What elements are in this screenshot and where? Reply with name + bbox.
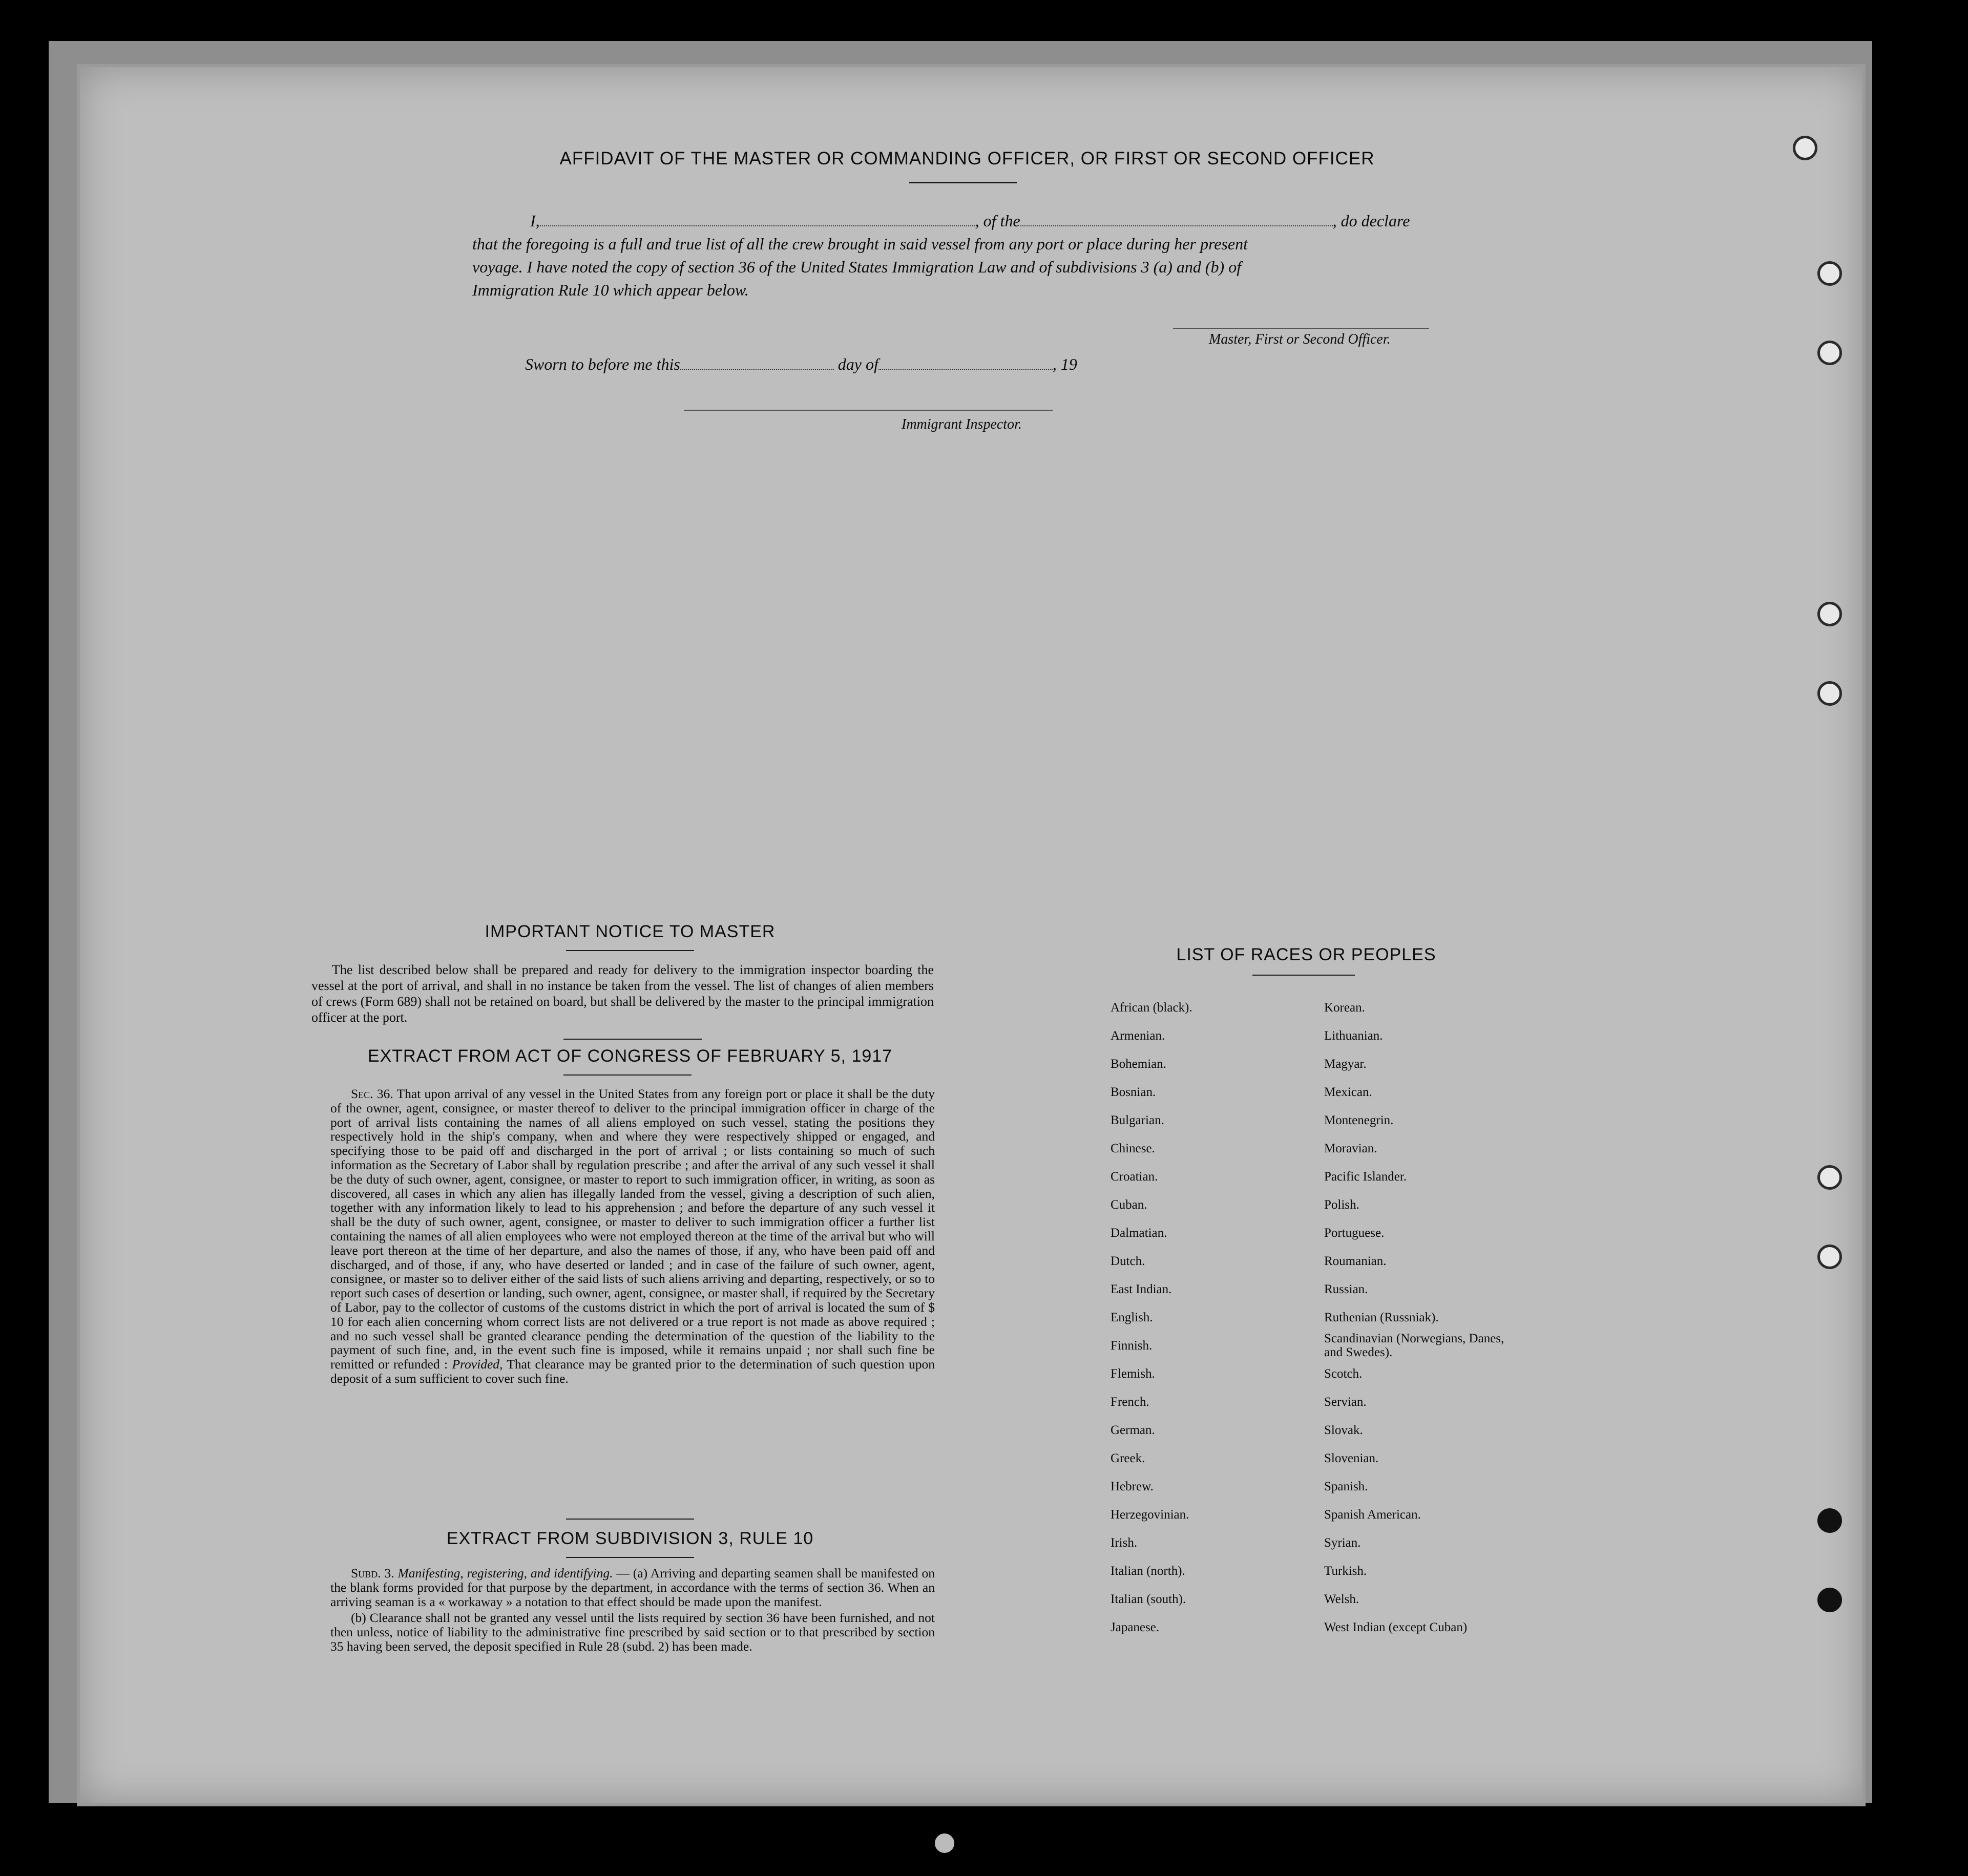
punch-hole-icon xyxy=(1817,1588,1842,1612)
race-item: Cuban. xyxy=(1111,1198,1147,1212)
race-item: Spanish American. xyxy=(1324,1508,1421,1522)
extract-act-rule xyxy=(563,1074,692,1076)
race-item: Scotch. xyxy=(1324,1367,1363,1381)
affidavit-line2: that the foregoing is a full and true list of all the crew brought in said vessel from any port or place during her present xyxy=(472,235,1248,253)
punch-hole-icon xyxy=(1793,136,1817,160)
race-item: Chinese. xyxy=(1111,1142,1155,1155)
inspector-label: Immigrant Inspector. xyxy=(902,416,1022,432)
extract-rule-text: Subd. 3. Manifesting, registering, and identifying. — (a) Arriving and departing seamen shall be manifested on the blank forms provided for that purpose by the department, in accordance with the terms of section 36. When an arriving seaman is a « workaway » a notation to that effect should be made upon the manifest. (b) Clearance shall not be granted any vessel until the lists required by section 36 have been furnished, and not then unless, notice of liability to the administrative fine prescribed by said section or to that prescribed by section 35 having been served, the deposit specified in Rule 28 (subd. 2) has been made. xyxy=(330,1566,935,1654)
race-item: Japanese. xyxy=(1111,1620,1160,1634)
race-item: Greek. xyxy=(1111,1451,1145,1465)
races-column-1 xyxy=(1111,994,1192,1641)
race-item: Hebrew. xyxy=(1111,1480,1154,1493)
race-item: Spanish. xyxy=(1324,1480,1368,1493)
punch-hole-icon xyxy=(1817,261,1842,286)
race-item: Scandinavian (Norwegians, Danes, and Swedes). xyxy=(1324,1332,1504,1359)
race-item: Mexican. xyxy=(1324,1085,1372,1099)
extract-rule-title: EXTRACT FROM SUBDIVISION 3, RULE 10 xyxy=(446,1529,814,1548)
race-item: Italian (north). xyxy=(1111,1564,1185,1578)
races-title: LIST OF RACES OR PEOPLES xyxy=(1176,945,1436,964)
race-item: Irish. xyxy=(1111,1536,1138,1550)
race-item: Roumanian. xyxy=(1324,1254,1387,1268)
race-item: Herzegovinian. xyxy=(1111,1508,1189,1522)
race-item: Italian (south). xyxy=(1111,1592,1186,1606)
race-item: Syrian. xyxy=(1324,1536,1361,1550)
punch-hole-icon xyxy=(1817,1165,1842,1190)
affidavit-line3: voyage. I have noted the copy of section 36 of the United States Immigration Law and of subdivisions 3 (a) and (b) of xyxy=(472,258,1242,276)
notice-title: IMPORTANT NOTICE TO MASTER xyxy=(485,922,776,941)
race-item: West Indian (except Cuban) xyxy=(1324,1620,1468,1634)
punch-hole-icon xyxy=(1817,681,1842,706)
notice-end-rule xyxy=(563,1039,702,1040)
extract-rule-rule xyxy=(566,1557,694,1558)
race-item: East Indian. xyxy=(1111,1282,1172,1296)
race-item: Lithuanian. xyxy=(1324,1029,1383,1043)
punch-hole-icon xyxy=(1817,1508,1842,1533)
race-item: Polish. xyxy=(1324,1198,1359,1212)
punch-hole-icon xyxy=(1817,602,1842,626)
race-item: Bosnian. xyxy=(1111,1085,1156,1099)
race-item: Welsh. xyxy=(1324,1592,1359,1606)
race-item: Dutch. xyxy=(1111,1254,1145,1268)
affidavit-line1: I, , of the , do declare xyxy=(530,212,1410,230)
extract-act-text: Sec. 36. That upon arrival of any vessel in the United States from any foreign port or place it shall be the duty of the owner, agent, consignee, or master thereof to deliver to the principal immigration officer in charge of the port of arrival lists containing the names of all aliens employed on such vessel, stating the positions they respectively hold in the ship's company, when and where they were respectively shipped or engaged, and specifying those to be paid off and discharged in the port of arrival ; or lists containing so much of such information as the Secretary of Labor shall by regulation prescribe ; and after the arrival of any such vessel it shall be the duty of such owner, agent, consignee, or master to report to such immigration officer, in writing, as soon as discovered, all cases in which any alien has illegally landed from the vessel, giving a description of such alien, together with any information likely to lead to his apprehension ; and before the departure of any such vessel it shall be the duty of such owner, agent, consignee, or master to deliver to such immigration officer a further list containing the names of all alien employees who were not employed thereon at the time of the arrival but who will leave port thereon at the time of her departure, and also the names of those, if any, who have been paid off and discharged, and of those, if any, who have deserted or landed ; and in case of the failure of such owner, agent, consignee, or master so to deliver either of the said lists of such aliens arriving and departing, respectively, or so to report such cases of desertion or landing, such owner, agent, consignee, or master shall, if required by the Secretary of Labor, pay to the collector of customs of the customs district in which the port of arrival is located the sum of $ 10 for each alien concerning whom correct lists are not delivered or a true report is not made as above required ; and no such vessel shall be granted clearance pending the determination of the question of the liability to the payment of such fine, and, in the event such fine is imposed, while it remains unpaid ; nor shall such fine be remitted or refunded : Provided, That clearance may be granted prior to the determination of such question upon deposit of a sum sufficient to cover such fine. xyxy=(330,1086,935,1386)
document-page xyxy=(77,64,1866,1806)
race-item: Flemish. xyxy=(1111,1367,1155,1381)
race-item: French. xyxy=(1111,1395,1149,1409)
punch-hole-icon xyxy=(935,1833,954,1853)
race-item: Slovenian. xyxy=(1324,1451,1379,1465)
race-item: Ruthenian (Russniak). xyxy=(1324,1311,1439,1324)
affidavit-title: AFFIDAVIT OF THE MASTER OR COMMANDING OFFICER, OR FIRST OR SECOND OFFICER xyxy=(559,149,1375,168)
race-item: Bohemian. xyxy=(1111,1057,1167,1071)
master-signature-label: Master, First or Second Officer. xyxy=(1209,331,1391,347)
races-rule xyxy=(1252,975,1355,976)
punch-hole-icon xyxy=(1817,341,1842,365)
race-item: Pacific Islander. xyxy=(1324,1170,1407,1184)
race-item: African (black). xyxy=(1111,1001,1192,1015)
punch-hole-icon xyxy=(1817,1245,1842,1269)
notice-rule xyxy=(566,950,694,951)
race-item: Moravian. xyxy=(1324,1142,1377,1155)
race-item: German. xyxy=(1111,1423,1155,1437)
sworn-line: Sworn to before me this day of , 19 xyxy=(525,355,1077,373)
race-item: Bulgarian. xyxy=(1111,1113,1164,1127)
races-column-2 xyxy=(1324,994,1509,1641)
race-item: Montenegrin. xyxy=(1324,1113,1394,1127)
race-item: Russian. xyxy=(1324,1282,1368,1296)
extract-rule-top-rule xyxy=(566,1519,694,1520)
race-item: Servian. xyxy=(1324,1395,1367,1409)
notice-text: The list described below shall be prepared and ready for delivery to the immigration inspector boarding the vessel at the port of arrival, and shall in no instance be taken from the vessel. The list of changes of alien members of crews (Form 689) shall not be retained on board, but shall be delivered by the master to the principal immigration officer at the port. xyxy=(311,962,934,1025)
race-item: Croatian. xyxy=(1111,1170,1158,1184)
race-item: Portuguese. xyxy=(1324,1226,1385,1240)
race-item: Slovak. xyxy=(1324,1423,1363,1437)
race-item: Dalmatian. xyxy=(1111,1226,1167,1240)
race-item: English. xyxy=(1111,1311,1153,1324)
race-item: Armenian. xyxy=(1111,1029,1165,1043)
title-rule xyxy=(909,182,1017,183)
race-item: Turkish. xyxy=(1324,1564,1367,1578)
extract-act-title: EXTRACT FROM ACT OF CONGRESS OF FEBRUARY 5, 1917 xyxy=(367,1046,893,1066)
affidavit-line4: Immigration Rule 10 which appear below. xyxy=(472,281,749,299)
race-item: Magyar. xyxy=(1324,1057,1367,1071)
race-item: Finnish. xyxy=(1111,1339,1153,1353)
section-label: Sec. 36. xyxy=(351,1086,393,1101)
inspector-signature-line xyxy=(684,410,1053,411)
race-item: Korean. xyxy=(1324,1001,1365,1015)
